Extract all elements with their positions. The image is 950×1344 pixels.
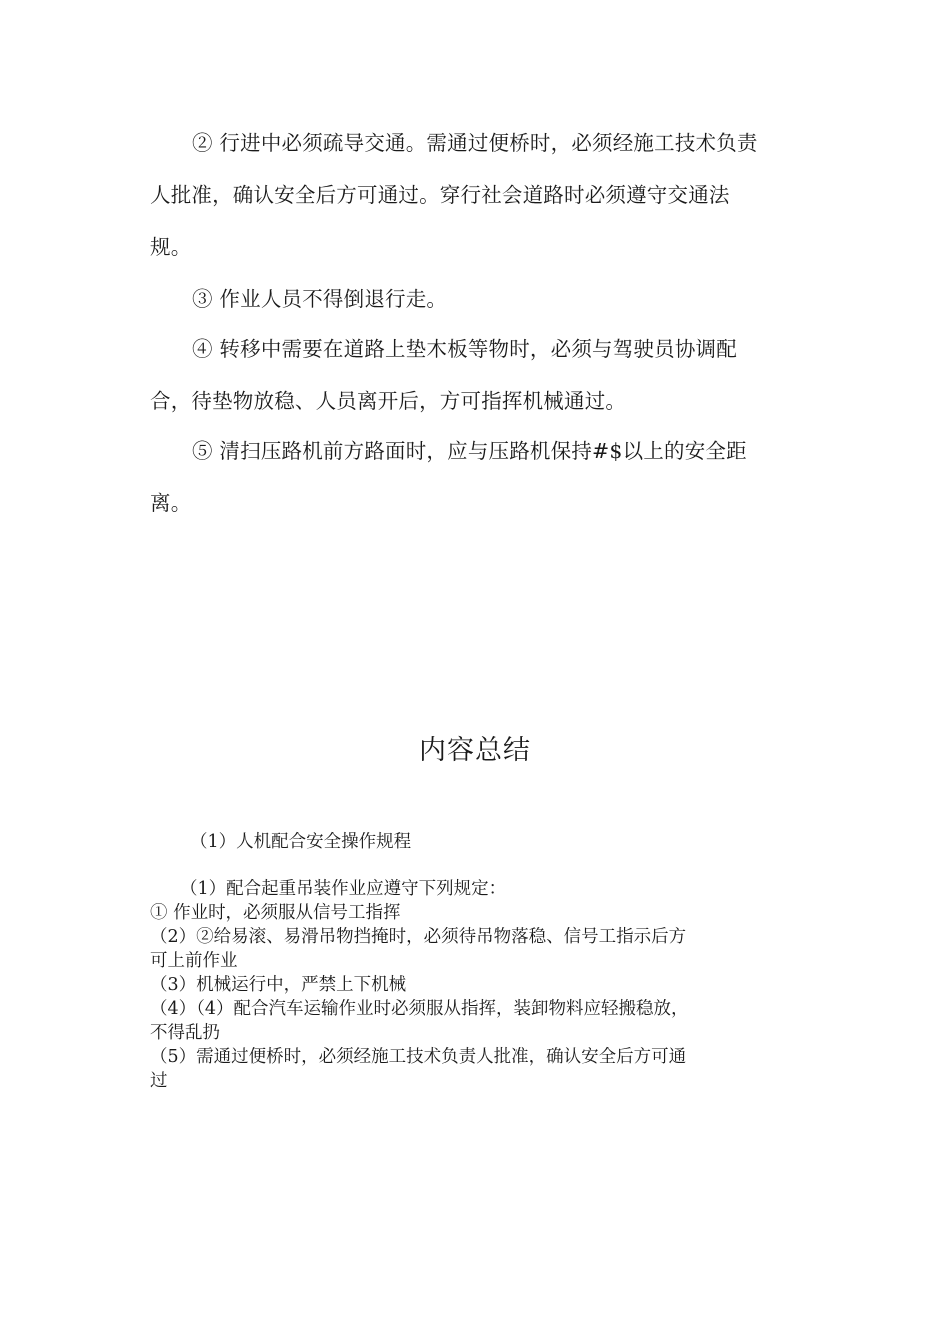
summary-line: ① 作业时，必须服从信号工指挥 <box>150 903 401 923</box>
summary-line: （2）②给易滚、易滑吊物挡掩时，必须待吊物落稳、信号工指示后方 <box>150 927 687 947</box>
summary-line: 过 <box>150 1071 168 1091</box>
summary-line: （5）需通过便桥时，必须经施工技术负责人批准，确认安全后方可通 <box>150 1047 687 1067</box>
summary-line: （1）配合起重吊装作业应遵守下列规定： <box>180 879 507 899</box>
summary-line: 可上前作业 <box>150 951 238 971</box>
summary-line: （3）机械运行中，严禁上下机械 <box>150 975 407 995</box>
summary-title: 内容总结 <box>419 735 531 766</box>
summary-line: 不得乱扔 <box>150 1023 220 1043</box>
paragraph-4-line-1: ④ 转移中需要在道路上垫木板等物时，必须与驾驶员协调配 <box>192 337 737 361</box>
paragraph-2-line-2: 人批准，确认安全后方可通过。穿行社会道路时必须遵守交通法 <box>150 183 730 207</box>
summary-line: （4）（4）配合汽车运输作业时必须服从指挥，装卸物料应轻搬稳放， <box>150 999 689 1019</box>
paragraph-4-line-2: 合，待垫物放稳、人员离开后，方可指挥机械通过。 <box>150 389 627 413</box>
paragraph-3-line-1: ③ 作业人员不得倒退行走。 <box>192 287 448 311</box>
paragraph-5-line-1: ⑤ 清扫压路机前方路面时，应与压路机保持#$以上的安全距 <box>192 439 747 463</box>
summary-heading: （1）人机配合安全操作规程 <box>190 832 412 852</box>
paragraph-2-line-1: ② 行进中必须疏导交通。需通过便桥时，必须经施工技术负责 <box>192 131 758 155</box>
paragraph-5-line-2: 离。 <box>150 491 192 515</box>
paragraph-2-line-3: 规。 <box>150 235 192 259</box>
